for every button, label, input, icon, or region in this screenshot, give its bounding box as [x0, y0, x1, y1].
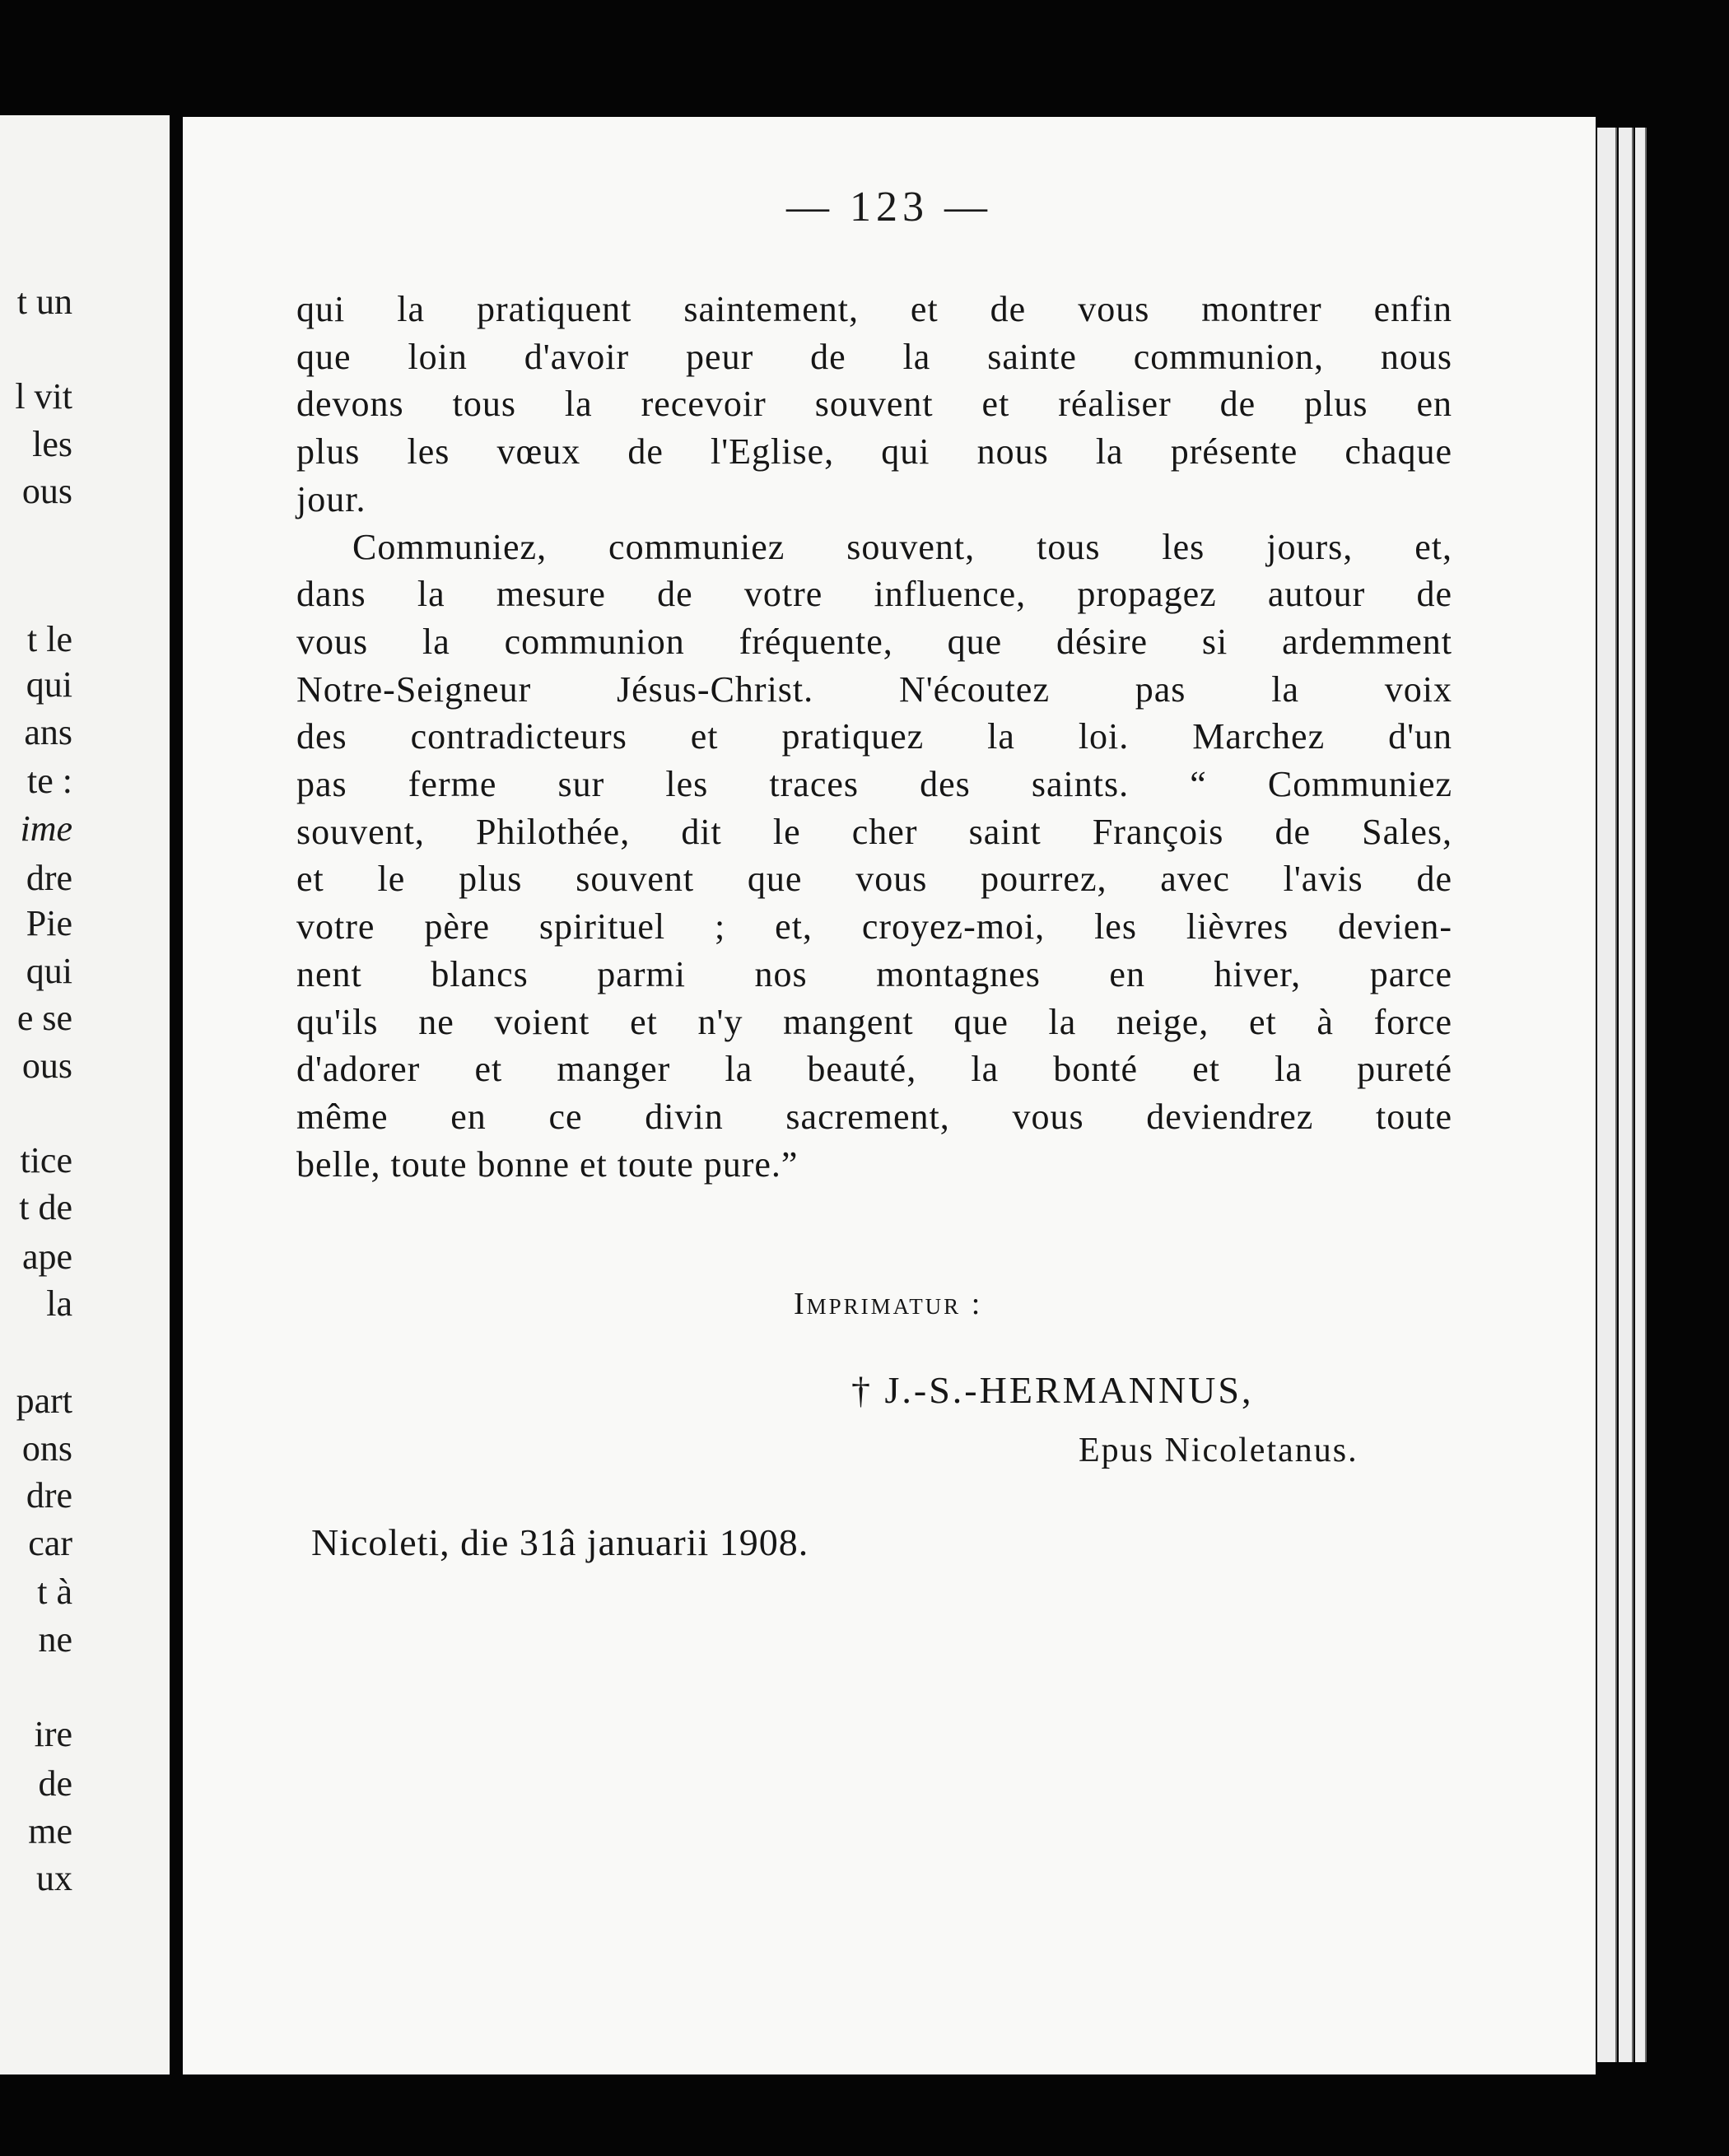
page-number: — 123 — — [786, 184, 992, 231]
left-page-fragment: t un — [16, 282, 72, 322]
left-page-fragment: t à — [37, 1572, 72, 1612]
text-line: pas ferme sur les traces des saints. “ Communiez — [296, 764, 1452, 805]
left-page-fragment: ne — [38, 1619, 72, 1660]
signature-name: † J.-S.-HERMANNUS, — [851, 1369, 1254, 1411]
left-page-fragment: dre — [26, 1475, 72, 1516]
text-line: jour. — [296, 478, 366, 519]
text-line: plus les vœux de l'Eglise, qui nous la présente chaque — [296, 431, 1452, 473]
left-page-fragment: qui — [26, 664, 72, 705]
left-page-fragment: qui — [26, 951, 72, 991]
left-page-fragment: ous — [21, 471, 72, 511]
text-line: qui la pratiquent saintement, et de vous montrer enfin — [296, 289, 1452, 329]
left-page-fragment: la — [46, 1283, 72, 1324]
left-page-fragment: t le — [27, 619, 72, 659]
left-page-fragment: ans — [24, 712, 72, 752]
text-line: Notre-Seigneur Jésus-Christ. N'écoutez pas la voix — [296, 668, 1452, 710]
text-line: que loin d'avoir peur de la sainte communion, nous — [296, 336, 1452, 377]
signature-title: Epus Nicoletanus. — [1079, 1432, 1358, 1469]
left-page-fragment: Pie — [26, 903, 72, 943]
page-edge — [1619, 128, 1633, 2062]
left-page-edge — [0, 115, 170, 2075]
text-line: belle, toute bonne et toute pure.” — [296, 1143, 799, 1185]
text-line: dans la mesure de votre influence, propagez autour de — [296, 574, 1452, 615]
imprimatur-heading: Imprimatur : — [794, 1287, 983, 1321]
left-page-fragment: l vit — [15, 376, 72, 417]
left-page-fragment: ons — [21, 1428, 72, 1469]
page-edge — [1635, 128, 1647, 2062]
text-line: nent blancs parmi nos montagnes en hiver, parce — [296, 953, 1452, 994]
text-line: votre père spirituel ; et, croyez-moi, les lièvres devien- — [296, 906, 1452, 948]
text-line: Communiez, communiez souvent, tous les jours, et, — [352, 526, 1452, 567]
text-line: devons tous la recevoir souvent et réaliser de plus en — [296, 384, 1452, 425]
left-page-fragment: ous — [21, 1045, 72, 1086]
text-line: des contradicteurs et pratiquez la loi. Marchez d'un — [296, 716, 1452, 757]
left-page-fragment: e se — [16, 998, 72, 1038]
left-page-fragment: ime — [20, 808, 72, 849]
text-line: même en ce divin sacrement, vous deviendrez toute — [296, 1096, 1452, 1137]
text-line: qu'ils ne voient et n'y mangent que la neige, et à force — [296, 1001, 1452, 1042]
left-page-fragment: tice — [20, 1140, 72, 1180]
left-page-fragment: de — [38, 1763, 72, 1804]
text-line: souvent, Philothée, dit le cher saint François de Sales, — [296, 811, 1452, 852]
date-line: Nicoleti, die 31â januarii 1908. — [311, 1521, 809, 1563]
book-page — [183, 117, 1596, 2075]
left-page-fragment: ux — [36, 1858, 72, 1898]
body-text — [296, 286, 1452, 1188]
left-page-fragment: ire — [34, 1714, 72, 1754]
text-line: et le plus souvent que vous pourrez, avec l'avis de — [296, 859, 1452, 900]
left-page-fragment: me — [28, 1811, 72, 1851]
left-page-fragment: ape — [21, 1236, 72, 1277]
page-edge — [1597, 128, 1617, 2062]
left-page-fragment: car — [28, 1523, 72, 1563]
text-line: d'adorer et manger la beauté, la bonté et la pureté — [296, 1049, 1452, 1090]
left-page-fragment: te : — [27, 761, 72, 801]
left-page-fragment: dre — [26, 858, 72, 898]
left-page-fragment: part — [16, 1381, 72, 1421]
text-line: vous la communion fréquente, que désire si ardemment — [296, 621, 1452, 662]
left-page-fragment: les — [32, 424, 72, 464]
left-page-fragment: t de — [19, 1187, 72, 1227]
